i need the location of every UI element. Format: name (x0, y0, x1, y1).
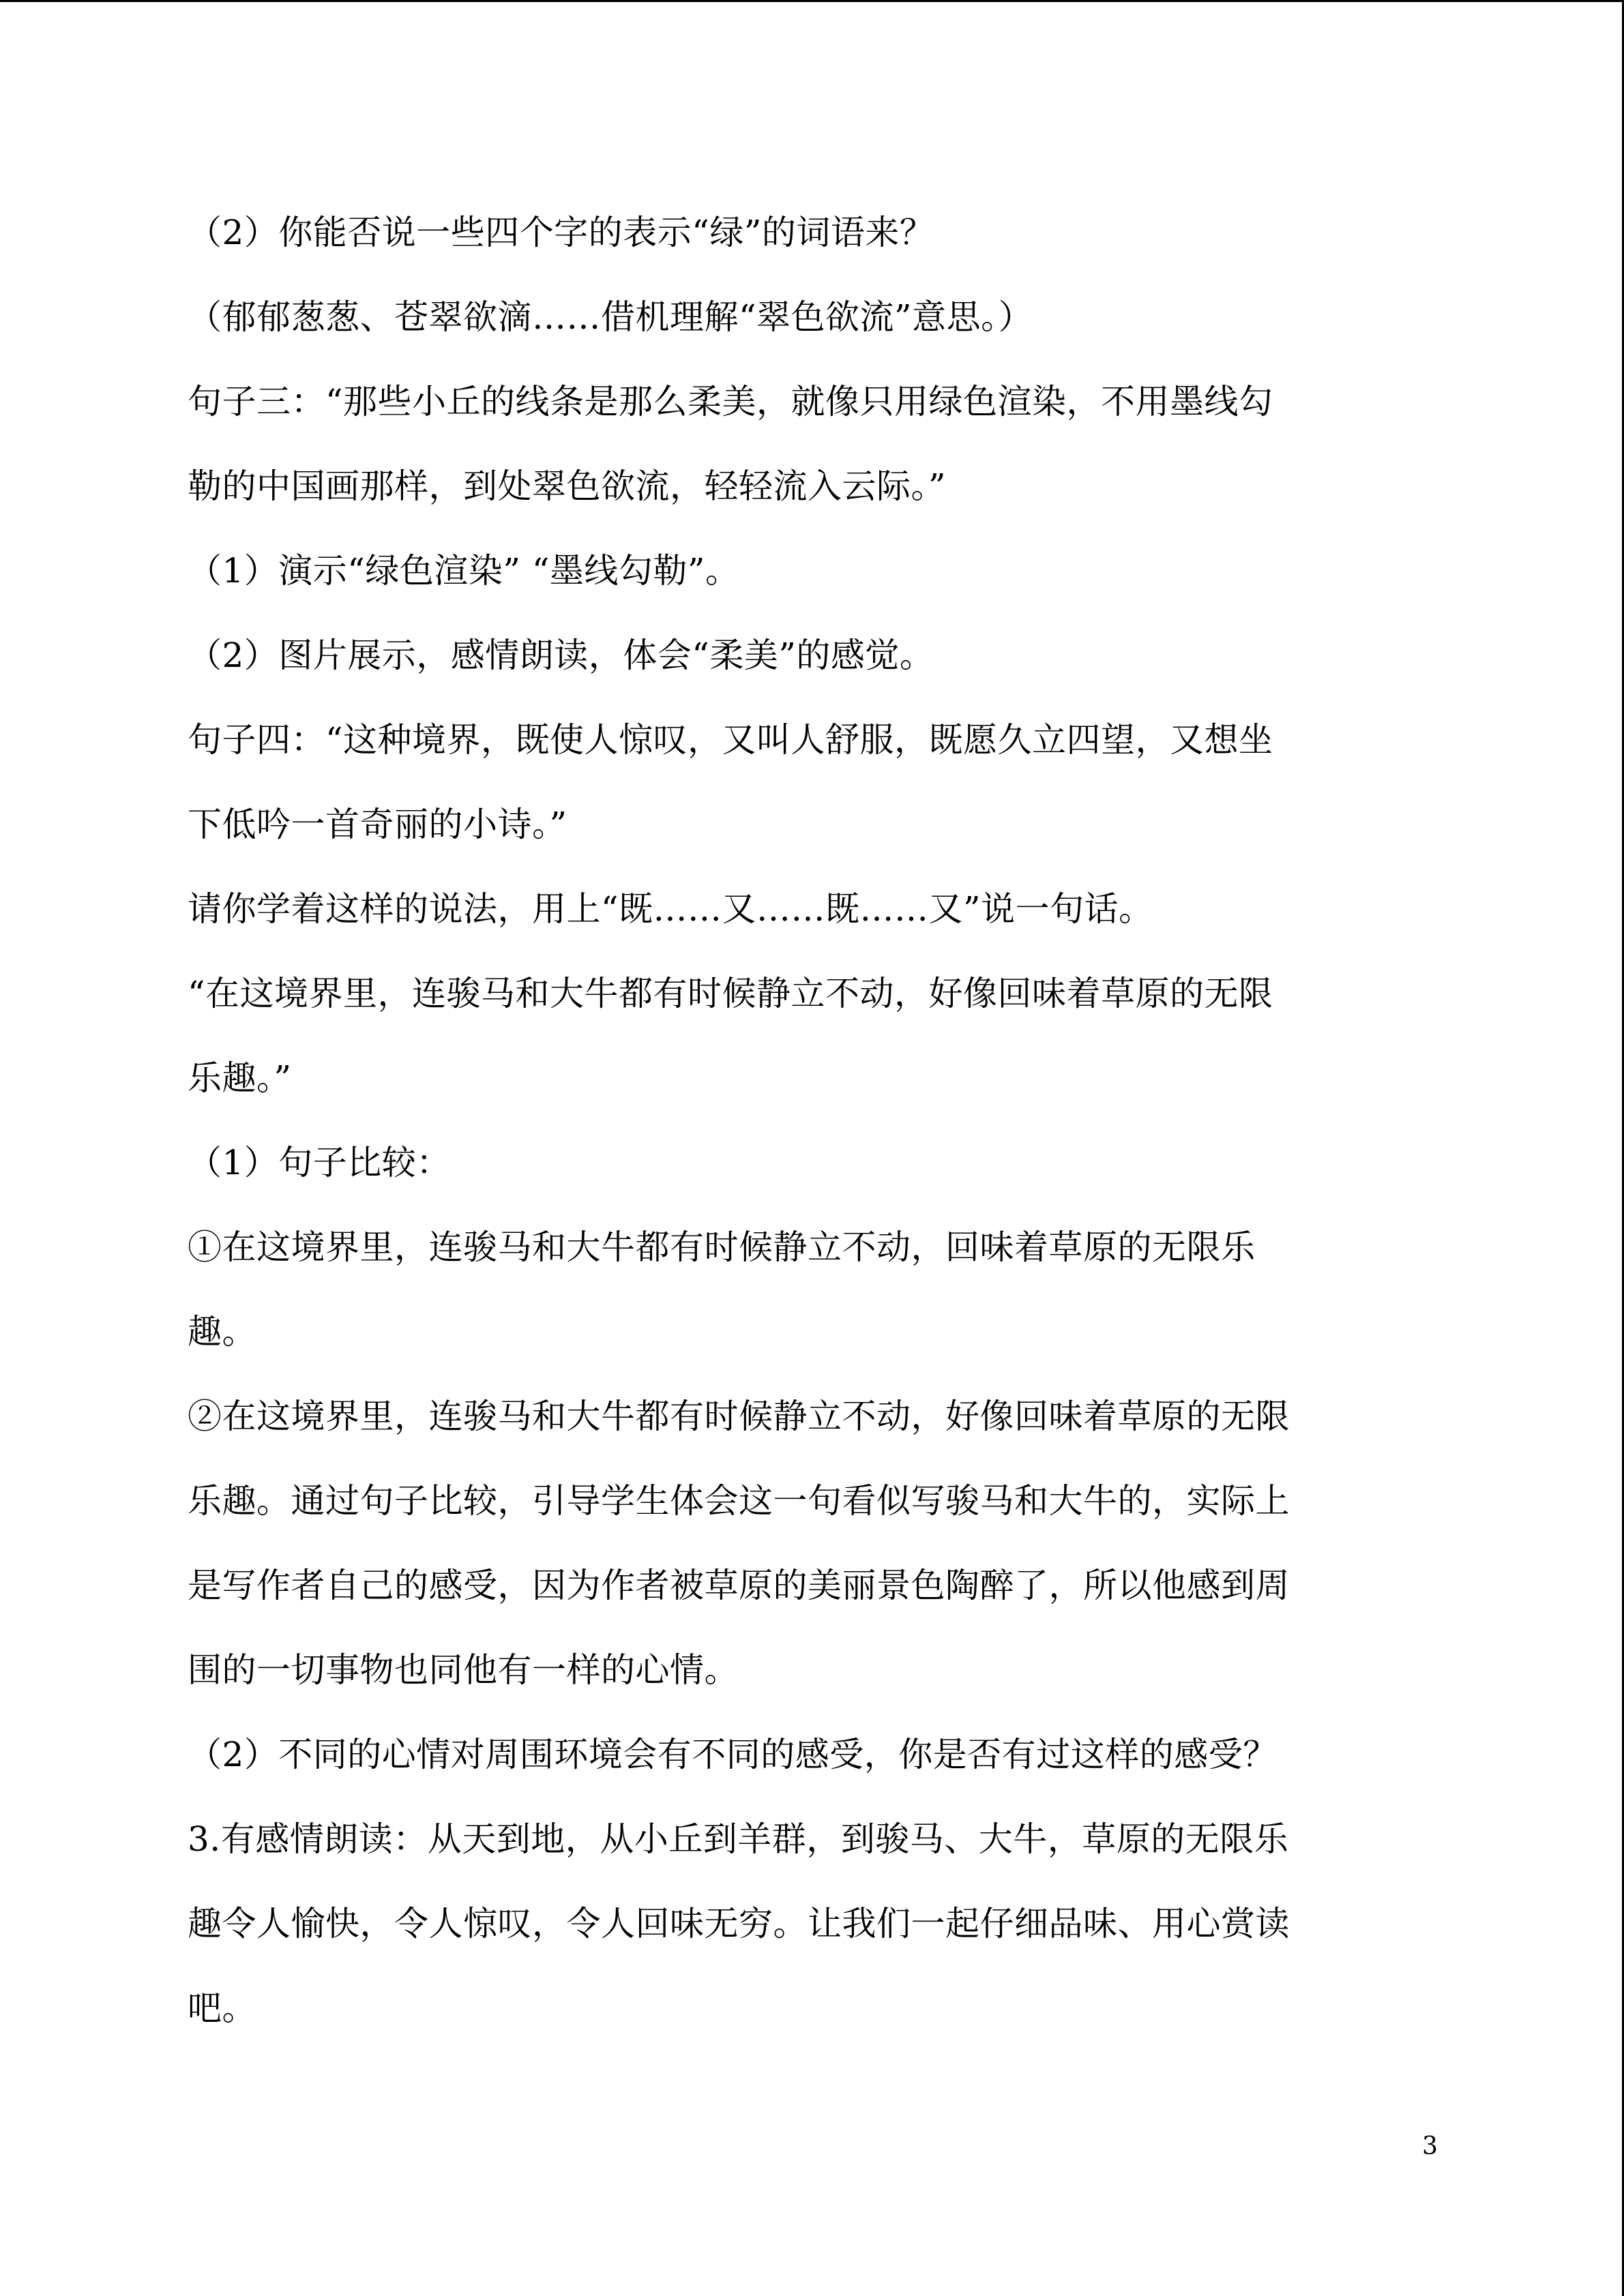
text-line: 趣。 (188, 1312, 256, 1352)
document-body (188, 198, 1415, 2059)
text-line: ①在这境界里，连骏马和大牛都有时候静立不动，回味着草原的无限乐 (188, 1227, 1256, 1267)
text-line: 吧。 (188, 1988, 256, 2028)
text-line: ②在这境界里，连骏马和大牛都有时候静立不动，好像回味着草原的无限 (188, 1397, 1290, 1436)
text-line: 乐趣。通过句子比较，引导学生体会这一句看似写骏马和大牛的，实际上 (188, 1481, 1290, 1521)
text-line: “在这境界里，连骏马和大牛都有时候静立不动，好像回味着草原的无限 (188, 974, 1273, 1013)
text-line: 3.有感情朗读：从天到地，从小丘到羊群，到骏马、大牛，草原的无限乐 (188, 1819, 1289, 1859)
page-number: 3 (1422, 2132, 1438, 2160)
text-line: （1）演示“绿色渲染” “墨线勾勒”。 (188, 551, 740, 591)
text-line: 乐趣。” (188, 1058, 292, 1098)
text-line: 趣令人愉快，令人惊叹，令人回味无穷。让我们一起仔细品味、用心赏读 (188, 1904, 1290, 1943)
text-line: 勒的中国画那样，到处翠色欲流，轻轻流入云际。” (188, 466, 947, 506)
text-line: 围的一切事物也同他有一样的心情。 (188, 1650, 739, 1690)
text-line: 请你学着这样的说法，用上“既……又……既……又”说一句话。 (188, 889, 1153, 929)
text-line: （2）不同的心情对周围环境会有不同的感受，你是否有过这样的感受？ (188, 1735, 1278, 1774)
text-line: 句子三：“那些小丘的线条是那么柔美，就像只用绿色渲染，不用墨线勾 (188, 382, 1273, 421)
text-line: 是写作者自己的感受，因为作者被草原的美丽景色陶醉了，所以他感到周 (188, 1566, 1290, 1605)
text-line: （1）句子比较： (188, 1143, 451, 1182)
text-line: （2）你能否说一些四个字的表示“绿”的词语来？ (188, 213, 934, 252)
text-line: 下低吟一首奇丽的小诗。” (188, 805, 567, 844)
text-line: 句子四：“这种境界，既使人惊叹，又叫人舒服，既愿久立四望，又想坐 (188, 720, 1273, 760)
text-line: （郁郁葱葱、苍翠欲滴……借机理解“翠色欲流”意思。） (188, 297, 1033, 337)
text-line: （2）图片展示，感情朗读，体会“柔美”的感觉。 (188, 636, 934, 675)
